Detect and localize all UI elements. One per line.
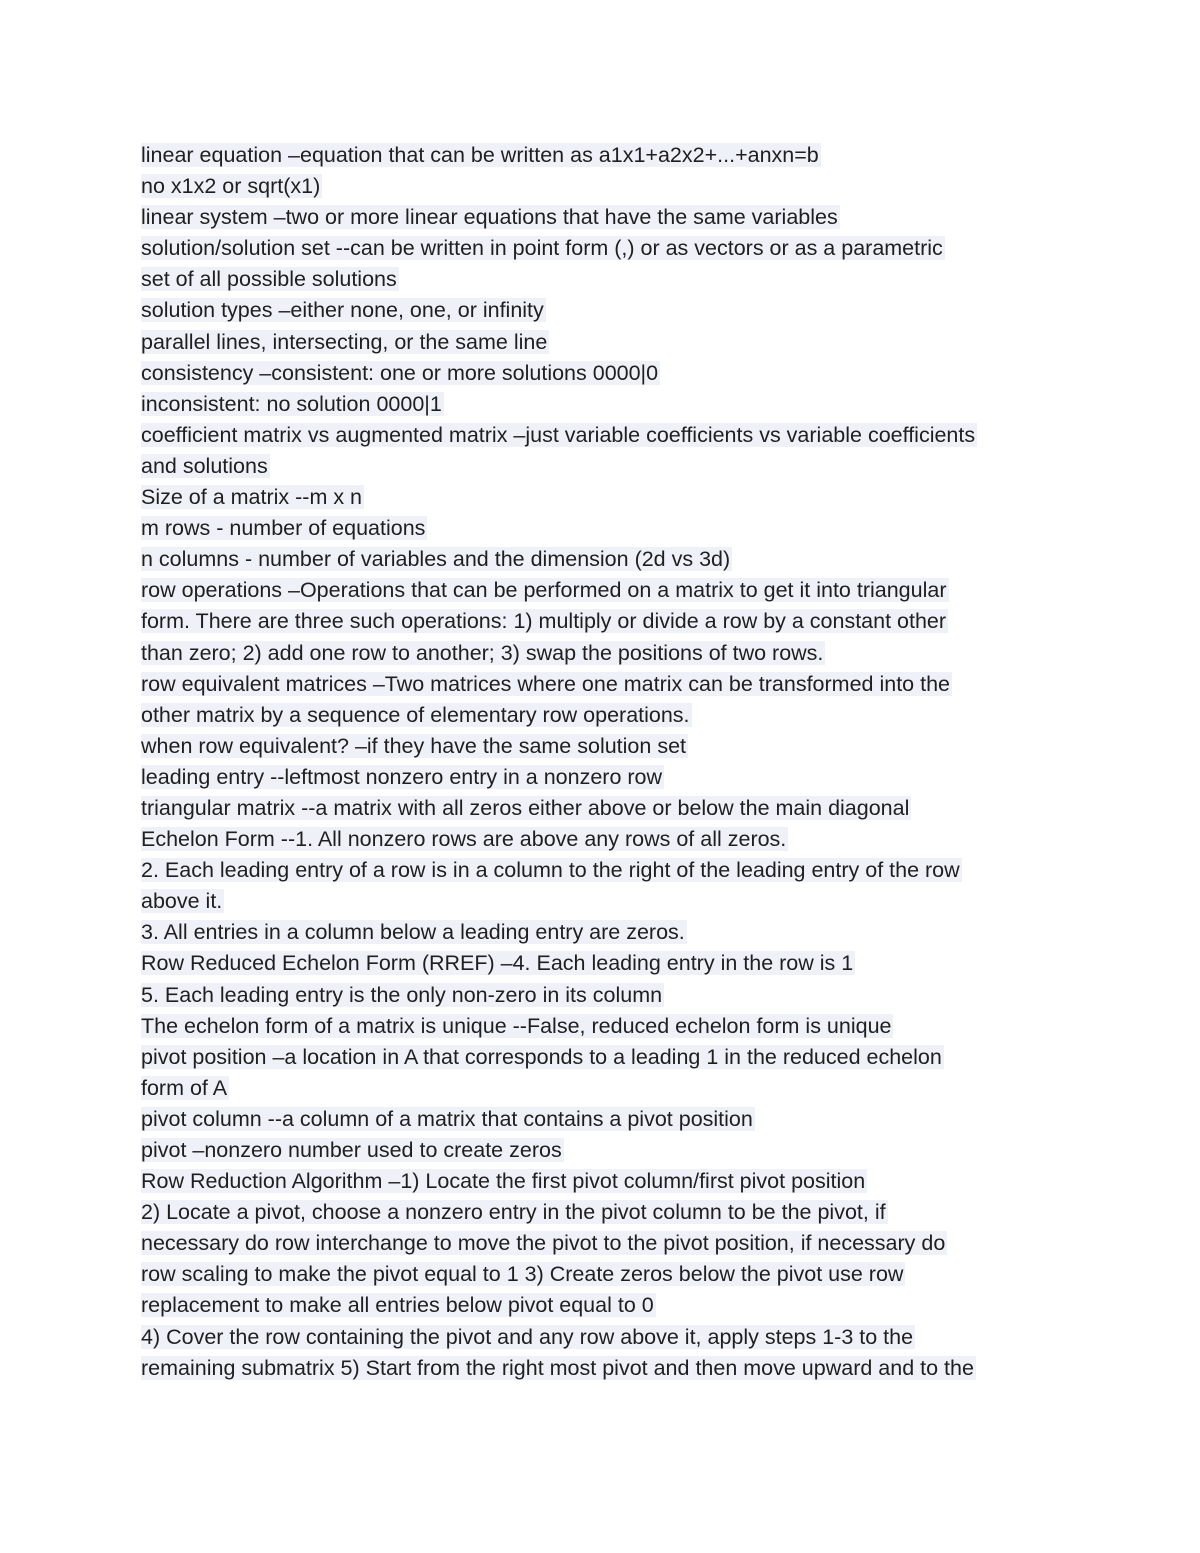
text-line-content: row equivalent matrices –Two matrices where one matrix can be transformed into the [141,671,951,696]
text-line-content: linear system –two or more linear equations that have the same variables [141,205,838,230]
text-line-content: solution types –either none, one, or infinity [141,298,544,323]
text-line-content: and solutions [141,453,268,478]
text-line [141,606,1071,637]
text-line-content: row scaling to make the pivot equal to 1 3) Create zeros below the pivot use row [141,1262,904,1287]
text-line [141,420,1071,451]
text-line-content: 2. Each leading entry of a row is in a column to the right of the leading entry of the row [141,858,960,883]
text-line-content: m rows - number of equations [141,516,426,541]
text-line-content: coefficient matrix vs augmented matrix –just variable coefficients vs variable coefficients [141,422,976,447]
text-line [141,638,1071,669]
text-line-content: 5. Each leading entry is the only non-zero in its column [141,982,663,1007]
text-line [141,1011,1071,1042]
text-line [141,544,1071,575]
text-line-content: when row equivalent? –if they have the same solution set [141,733,686,758]
text-line [141,1228,1071,1259]
text-line-content: remaining submatrix 5) Start from the right most pivot and then move upward and to the [141,1355,974,1380]
text-line [141,513,1071,544]
text-line-content: Row Reduction Algorithm –1) Locate the first pivot column/first pivot position [141,1169,866,1194]
text-line-content: replacement to make all entries below pivot equal to 0 [141,1293,654,1318]
text-line-content: Echelon Form --1. All nonzero rows are above any rows of all zeros. [141,827,787,852]
text-line-content: pivot –nonzero number used to create zeros [141,1138,562,1162]
text-line [141,451,1071,482]
text-line-content: parallel lines, intersecting, or the same line [141,329,548,354]
text-line [141,1135,1071,1166]
text-line-content: leading entry --leftmost nonzero entry in a nonzero row [141,764,663,789]
text-line-content: above it. [141,889,223,914]
text-line [141,482,1071,513]
text-line [141,1042,1071,1073]
text-line [141,669,1071,700]
text-line [141,762,1071,793]
text-line-content: solution/solution set --can be written in point form (,) or as vectors or as a parametric [141,236,943,261]
text-line [141,1104,1071,1135]
text-line-content: 2) Locate a pivot, choose a nonzero entry in the pivot column to be the pivot, if [141,1200,886,1225]
text-line-content: row operations –Operations that can be performed on a matrix to get it into triangular [141,578,947,603]
text-line-content: form. There are three such operations: 1) multiply or divide a row by a constant other [141,609,947,634]
text-line [141,980,1071,1011]
text-line-content: Row Reduced Echelon Form (RREF) –4. Each leading entry in the row is 1 [141,951,854,976]
text-line [141,824,1071,855]
text-line-content: pivot column --a column of a matrix that contains a pivot position [141,1106,753,1131]
text-line-content: form of A [141,1075,228,1100]
text-line-content: n columns - number of variables and the dimension (2d vs 3d) [141,547,731,572]
text-line-content: necessary do row interchange to move the pivot to the pivot position, if necessary do [141,1231,946,1256]
text-line [141,295,1071,326]
text-line-content: pivot position –a location in A that corresponds to a leading 1 in the reduced echelon [141,1044,942,1069]
document-body [141,140,1071,1384]
text-line [141,1259,1071,1290]
text-line-content: linear equation –equation that can be written as a1x1+a2x2+...+anxn=b [141,143,819,167]
text-line [141,1166,1071,1197]
text-line [141,1197,1071,1228]
text-line-content: The echelon form of a matrix is unique --False, reduced echelon form is unique [141,1013,892,1038]
text-line [141,886,1071,917]
text-line [141,1073,1071,1104]
text-line-content: consistency –consistent: one or more solutions 0000|0 [141,360,659,385]
text-line [141,1353,1071,1384]
text-line-content: triangular matrix --a matrix with all zeros either above or below the main diagonal [141,795,910,820]
text-line [141,1322,1071,1353]
text-line-content: Size of a matrix --m x n [141,485,363,510]
text-line [141,358,1071,389]
text-line-content: set of all possible solutions [141,267,397,292]
text-line [141,1290,1071,1321]
text-line [141,327,1071,358]
text-line-content: 4) Cover the row containing the pivot and any row above it, apply steps 1-3 to the [141,1324,914,1349]
text-line [141,948,1071,979]
text-line [141,202,1071,233]
text-line-content: other matrix by a sequence of elementary row operations. [141,702,690,727]
text-line [141,264,1071,295]
text-line [141,575,1071,606]
text-line-content: 3. All entries in a column below a leading entry are zeros. [141,920,685,945]
text-line [141,700,1071,731]
text-line [141,855,1071,886]
text-line [141,389,1071,420]
text-line [141,171,1071,202]
text-line [141,140,1071,171]
text-line-content: inconsistent: no solution 0000|1 [141,391,442,416]
text-line-content: no x1x2 or sqrt(x1) [141,174,321,199]
text-line [141,917,1071,948]
text-line [141,731,1071,762]
text-line [141,793,1071,824]
text-line [141,233,1071,264]
text-line-content: than zero; 2) add one row to another; 3) swap the positions of two rows. [141,640,824,665]
